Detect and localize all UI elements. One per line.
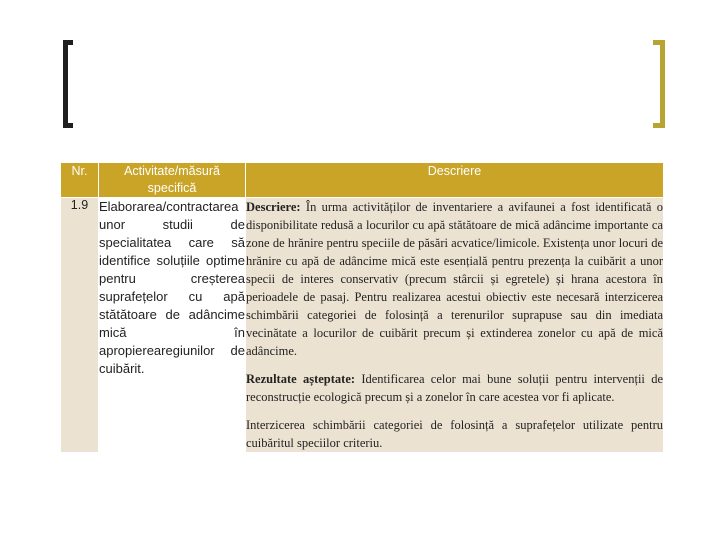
header-activity: Activitate/măsură specifică <box>99 163 246 198</box>
right-bracket-decoration <box>653 40 665 128</box>
left-bracket-decoration <box>63 40 73 128</box>
expected-results-paragraph <box>246 370 663 406</box>
description-paragraph <box>246 198 663 360</box>
table-header-row <box>61 163 664 198</box>
prohibition-paragraph: Interzicerea schimbării categoriei de folosință a suprafețelor utilizate pentru cuibăritul speciilor criteriu. <box>246 418 663 450</box>
table-row <box>61 198 664 453</box>
header-nr: Nr. <box>61 163 99 198</box>
activity-table <box>60 162 664 453</box>
description-text: În urma activităților de inventariere a avifaunei a fost identificată o disponibilitate redusă a locurilor cu apă stătătoare de mică adâncime importante ca zone de hrănire pentru speciile de păsări acvatice/limicole. Existența unor locuri de hrănire cu apă de adâncime mică este esențială pentru prezența la cuibărit a unor specii de interes conservativ (precum stârcii și egretele) și hrana acestora în perioadele de pasaj. Pentru realizarea acestui obiectiv este necesară interzicerea schimbării categoriei de folosință a terenurilor suprapuse sau din imediata vecinătate a locurilor de cuibărit precum și extinderea zonelor cu apă de mică adâncime. <box>246 200 663 358</box>
description-label: Descriere: <box>246 200 301 214</box>
expected-results-label: Rezultate așteptate: <box>246 372 356 386</box>
row-nr: 1.9 <box>61 198 99 453</box>
expected-results-text: Identificarea celor mai bune soluții pentru intervenții de reconstrucție ecologică precum și a zonelor în care acestea vor fi aplicate. <box>246 372 663 404</box>
row-activity: Elaborarea/contractarea unor studii de specialitatea care să identifice soluțiile optime pentru creșterea suprafețelor cu apă stătătoare de adâncime mică în apropierearegiunilor de cuibărit. <box>99 198 246 453</box>
header-description: Descriere <box>246 163 664 198</box>
row-description <box>246 198 664 453</box>
